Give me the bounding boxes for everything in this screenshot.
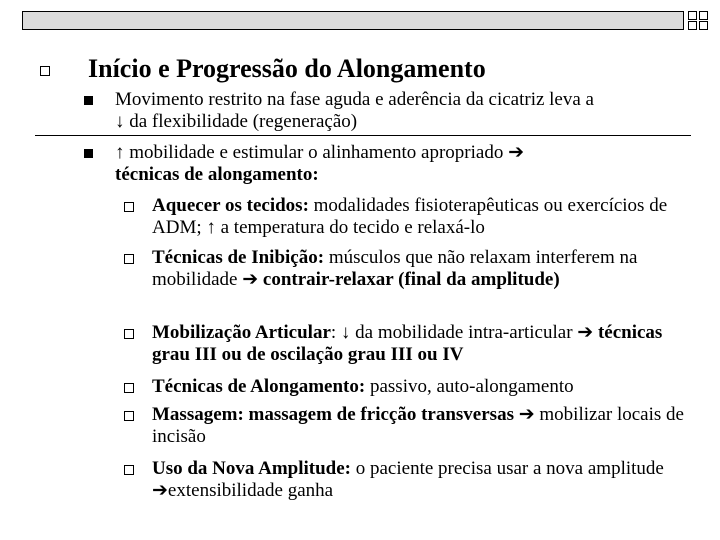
item-text: passivo, auto-alongamento [365, 376, 574, 397]
hollow-square-bullet-icon [124, 329, 134, 339]
up-arrow-icon: ↑ [206, 217, 216, 238]
solid-square-bullet-icon [84, 96, 93, 105]
item-text-bold: Técnicas de Inibição: [152, 247, 325, 268]
item-text: da flexibilidade (regeneração) [124, 111, 358, 132]
list-item [115, 142, 695, 186]
item-text-bold: Massagem: massagem de fricção transversas [152, 404, 514, 425]
item-text: a temperatura do tecido e relaxá-lo [215, 217, 485, 238]
item-text-bold: técnicas grau III ou de oscilação grau III ou IV [152, 322, 663, 365]
hollow-square-bullet-icon [124, 254, 134, 264]
list-item [115, 89, 695, 133]
item-text-bold: Técnicas de Alongamento: [152, 376, 366, 397]
hollow-square-bullet-icon [124, 202, 134, 212]
corner-squares-decoration [688, 11, 710, 31]
item-text: o paciente precisa usar a nova amplitude [351, 458, 664, 479]
item-text-bold: técnicas de alongamento: [115, 164, 319, 185]
solid-square-bullet-icon [84, 149, 93, 158]
down-arrow-icon: ↓ [340, 322, 351, 343]
list-item [152, 458, 692, 502]
hollow-square-bullet-icon [124, 383, 134, 393]
list-item [152, 322, 692, 366]
title-bar-decoration [22, 11, 684, 30]
divider-line [35, 135, 691, 136]
item-text: músculos que não relaxam interferem na mobilidade [152, 247, 638, 290]
hollow-square-bullet-icon [124, 411, 134, 421]
item-text-bold: contrair-relaxar (final da amplitude) [258, 269, 560, 290]
item-text-bold: Mobilização Articular [152, 322, 331, 343]
item-text: extensibilidade ganha [167, 480, 334, 501]
list-item [152, 195, 692, 239]
right-arrow-icon: ➔ [518, 404, 535, 425]
list-item [152, 404, 692, 448]
item-text: da mobilidade intra-articular [350, 322, 578, 343]
right-arrow-icon: ➔ [242, 269, 259, 290]
right-arrow-icon: ➔ [508, 142, 525, 163]
right-arrow-icon: ➔ [152, 480, 168, 501]
down-arrow-icon: ↓ [115, 111, 125, 132]
item-text-bold: Aquecer os tecidos: [152, 195, 309, 216]
right-arrow-icon: ➔ [577, 322, 594, 343]
item-text: mobilizar locais de incisão [152, 404, 684, 447]
item-text: modalidades fisioterapêuticas ou exercícios de ADM; [152, 195, 668, 238]
item-text: Movimento restrito na fase aguda e aderência da cicatriz leva a [115, 89, 594, 110]
item-text-bold: Uso da Nova Amplitude: [152, 458, 351, 479]
item-text: : [330, 322, 341, 343]
up-arrow-icon: ↑ [115, 142, 125, 163]
list-item [152, 247, 692, 291]
hollow-square-bullet-icon [40, 66, 50, 76]
slide-title: Início e Progressão do Alongamento [88, 54, 486, 83]
item-text: mobilidade e estimular o alinhamento apropriado [124, 142, 509, 163]
list-item [152, 376, 692, 398]
hollow-square-bullet-icon [124, 465, 134, 475]
